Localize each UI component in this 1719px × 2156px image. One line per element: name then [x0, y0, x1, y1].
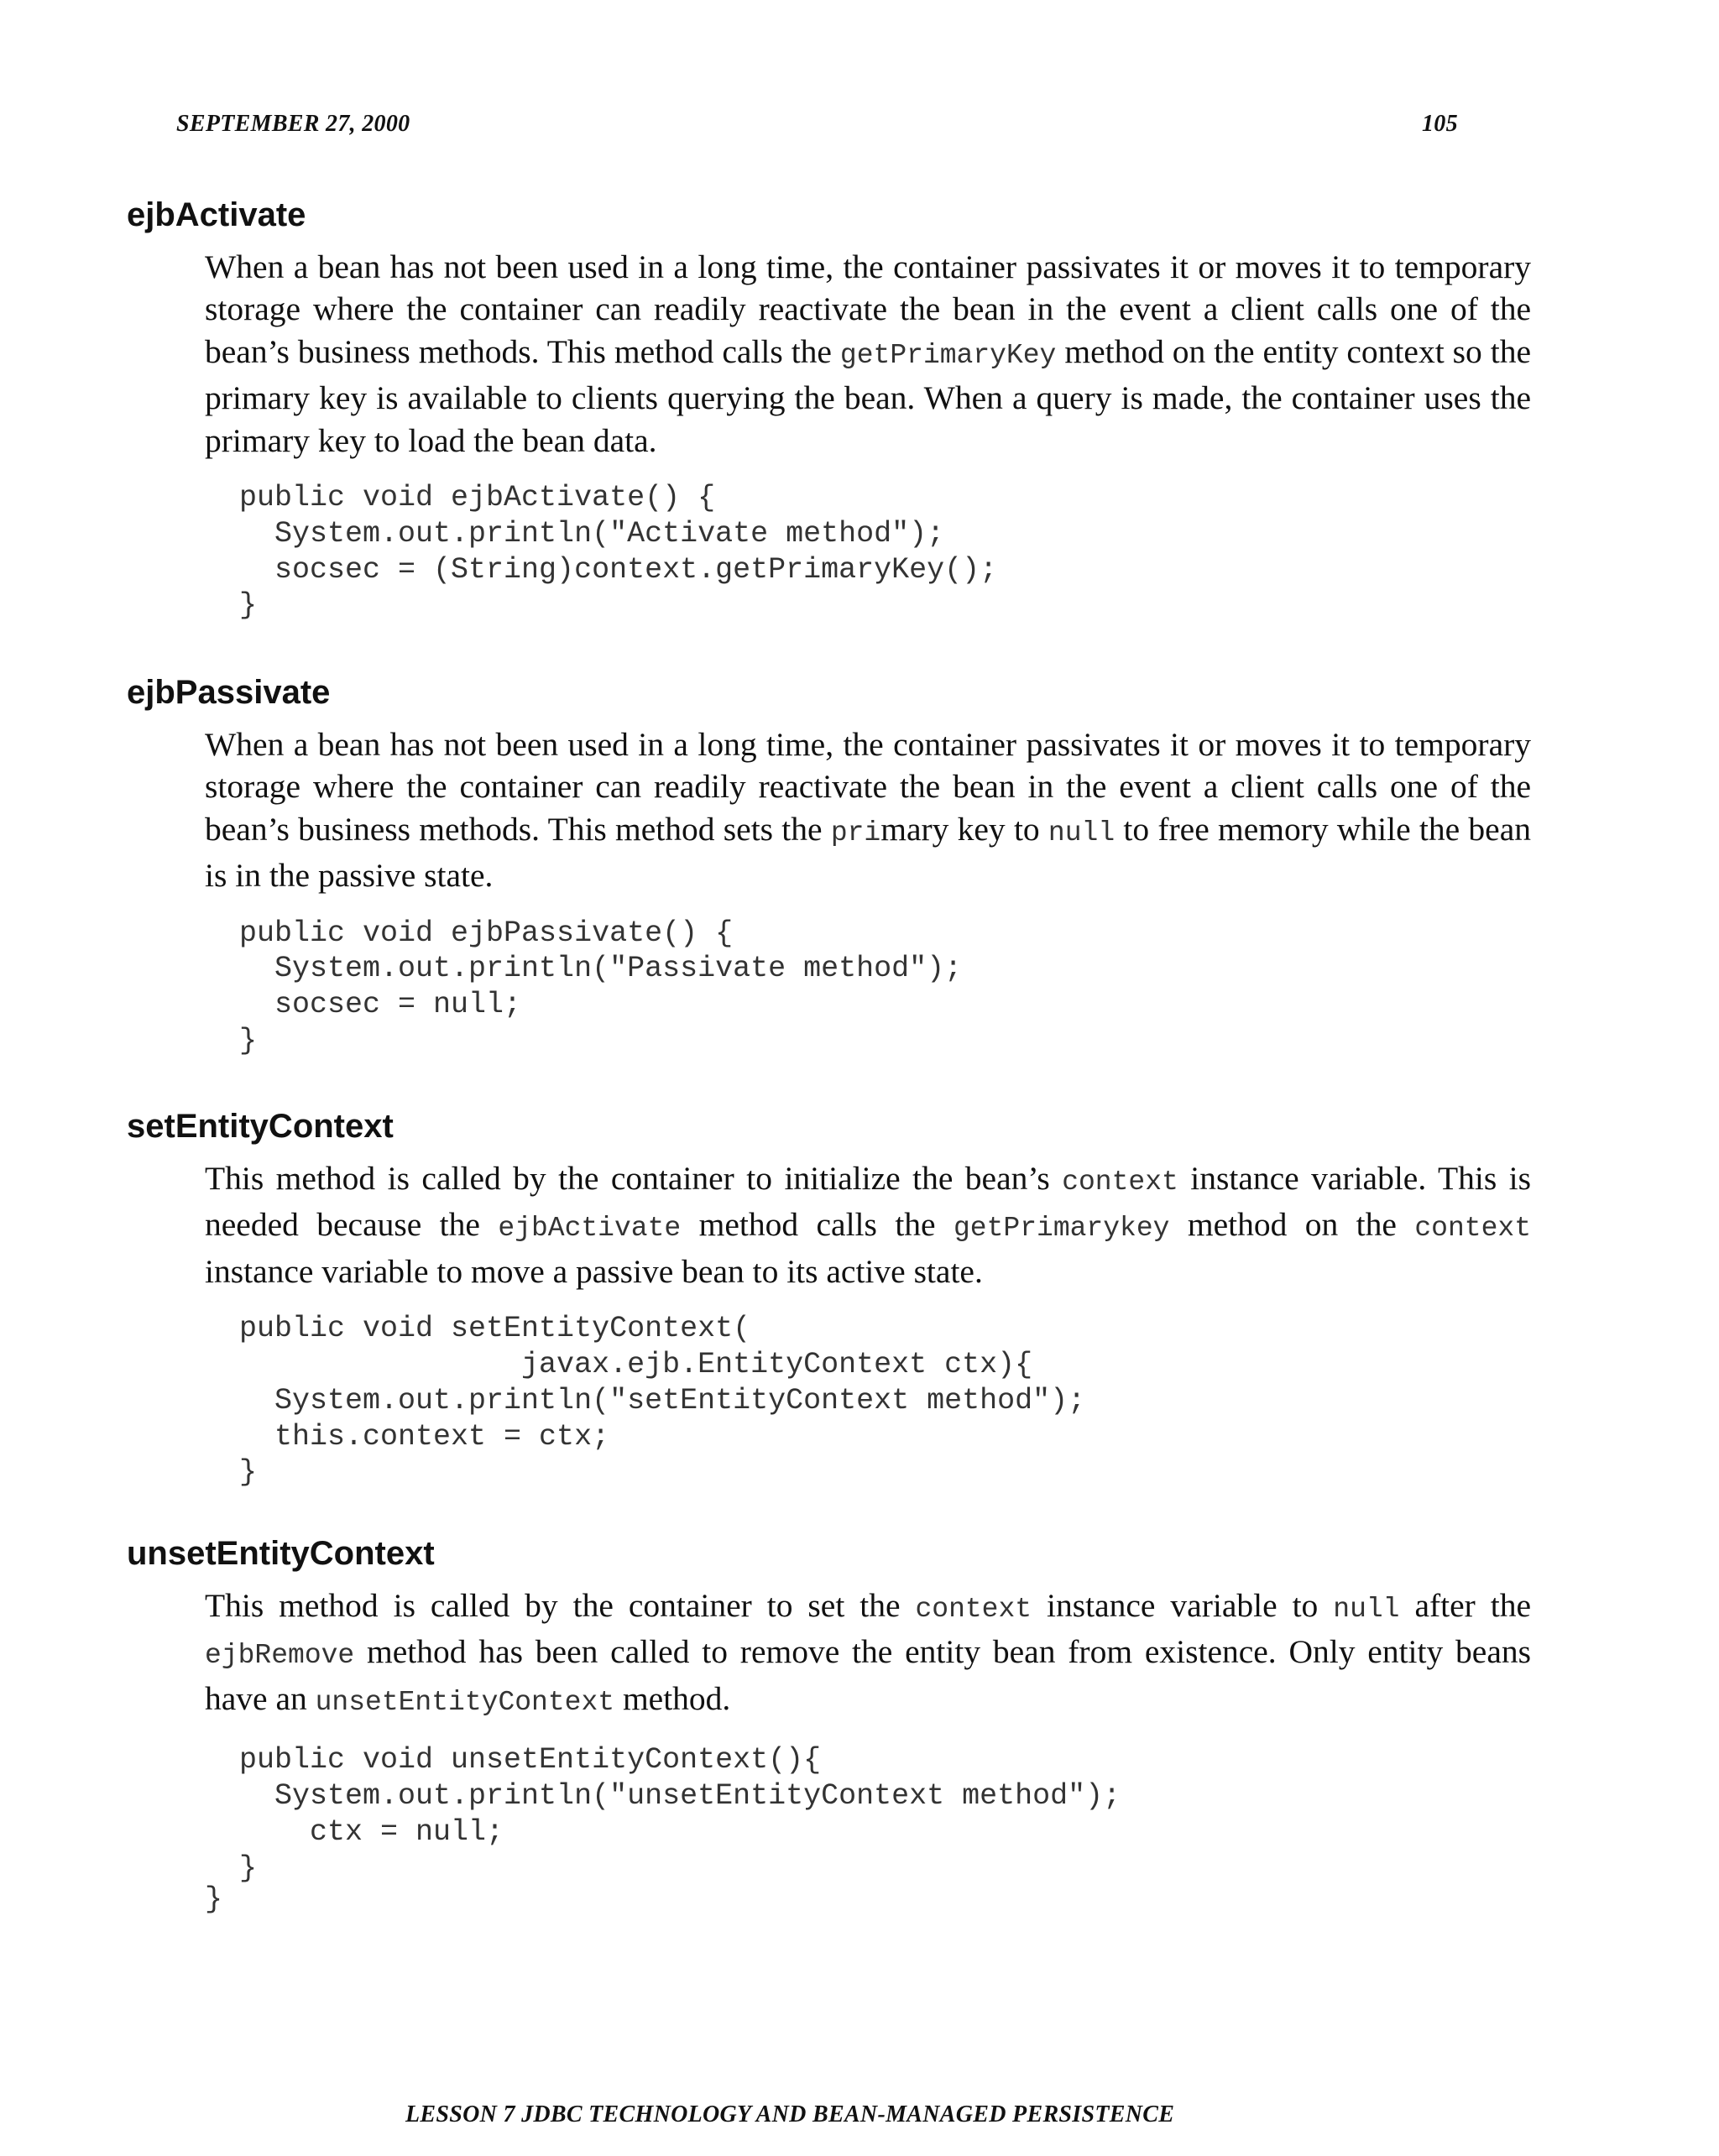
paragraph-text: to free memory while the bean is in the passive state. [205, 810, 1531, 895]
code-line: } [239, 1851, 258, 1885]
inline-code: null [1048, 817, 1116, 848]
code-line: this.context = ctx; [239, 1419, 610, 1454]
code-line: System.out.println("unsetEntityContext method"); [239, 1779, 1121, 1814]
inline-code: getPrimarykey [954, 1213, 1170, 1245]
code-line: System.out.println("Activate method"); [239, 516, 945, 551]
code-block [239, 480, 1537, 624]
running-head-date: SEPTEMBER 27, 2000 [176, 111, 410, 137]
closing-brace: } [205, 1882, 223, 1916]
section-heading: ejbActivate [127, 196, 306, 233]
inline-code: ejbRemove [205, 1640, 355, 1672]
code-block [239, 1311, 1537, 1490]
code-line: System.out.println("setEntityContext method"); [239, 1383, 1086, 1417]
section-paragraph [205, 723, 1531, 897]
section-set-entity-context [127, 1106, 1537, 1490]
code-block [239, 916, 1537, 1059]
inline-code: pri [830, 817, 881, 848]
paragraph-text: instance variable. This is needed because the [205, 1160, 1531, 1244]
inline-code: context [915, 1594, 1032, 1625]
code-line: } [239, 588, 258, 623]
section-heading: setEntityContext [127, 1108, 394, 1145]
inline-code: context [1414, 1213, 1531, 1245]
page-number: 105 [1422, 111, 1458, 137]
paragraph-text: This method is called by the container to initialize the bean’s [205, 1160, 1063, 1197]
code-line: socsec = null; [239, 988, 522, 1022]
inline-code: ejbActivate [498, 1213, 682, 1245]
paragraph-text: This method is called by the container to set the [205, 1587, 916, 1624]
paragraph-text: mary key to [880, 810, 1048, 848]
inline-code: getPrimaryKey [839, 339, 1057, 371]
paragraph-text: method on the [1169, 1206, 1415, 1244]
code-line: public void unsetEntityContext(){ [239, 1743, 822, 1778]
paragraph-text: method. [614, 1679, 731, 1717]
code-line: public void ejbActivate() { [239, 481, 716, 515]
paragraph-text: instance variable to move a passive bean to its active state. [205, 1252, 983, 1290]
paragraph-text: When a bean has not been used in a long time, the container passivates it or moves it to temporary storage where the container can readily reactivate the bean in the event a client calls one of the bean’s business methods. This method sets the [205, 726, 1531, 848]
section-heading: unsetEntityContext [127, 1535, 435, 1572]
paragraph-text: method has been called to remove the entity bean from existence. Only entity beans have an [205, 1633, 1531, 1717]
section-paragraph [205, 246, 1531, 462]
code-line: } [239, 1024, 258, 1058]
section-heading: ejbPassivate [127, 674, 331, 711]
code-line: public void ejbPassivate() { [239, 916, 734, 950]
paragraph-text: instance variable to [1032, 1587, 1334, 1624]
section-unset-entity-context [127, 1533, 1537, 1886]
inline-code: context [1062, 1167, 1178, 1198]
section-ejb-passivate [127, 672, 1537, 1059]
code-line: ctx = null; [239, 1814, 504, 1849]
paragraph-text: after the [1399, 1587, 1531, 1624]
paragraph-text: method on the entity context so the primary key is available to clients querying the bean. When a query is made, the container uses the primary key to load the bean data. [205, 332, 1531, 459]
section-paragraph [205, 1157, 1531, 1292]
code-line: socsec = (String)context.getPrimaryKey(); [239, 552, 998, 587]
inline-code: unsetEntityContext [315, 1686, 615, 1718]
code-line: public void setEntityContext( [239, 1312, 751, 1346]
inline-code: null [1333, 1594, 1400, 1625]
section-ejb-activate [127, 195, 1537, 624]
running-foot: LESSON 7 JDBC TECHNOLOGY AND BEAN-MANAGED PERSISTENCE [405, 2101, 1175, 2127]
paragraph-text: method calls the [681, 1206, 954, 1244]
code-line: } [239, 1455, 258, 1490]
code-line: System.out.println("Passivate method"); [239, 952, 963, 986]
code-line: javax.ejb.EntityContext ctx){ [239, 1348, 1033, 1382]
code-block [239, 1742, 1537, 1886]
section-paragraph [205, 1584, 1531, 1724]
paragraph-text: When a bean has not been used in a long time, the container passivates it or moves it to temporary storage where the container can readily reactivate the bean in the event a client calls one of the bean’s business methods. This method calls the [205, 248, 1531, 370]
